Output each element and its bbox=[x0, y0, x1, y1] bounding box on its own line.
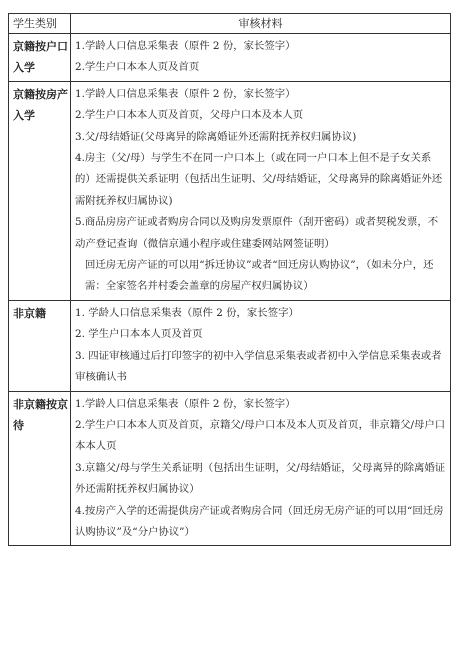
material-item: 3. 四证审核通过后打印签字的初中入学信息采集表或者初中入学信息采集表或者审核确认书 bbox=[75, 349, 442, 384]
category-cell: 非京籍按京待 bbox=[9, 391, 71, 546]
material-item: 4.按房产入学的还需提供房产证或者购房合同（回迁房无房产证的可以用“回迁房认购协议”及“分户协议”） bbox=[75, 504, 444, 538]
category-cell: 京籍按户口入学 bbox=[9, 34, 71, 82]
materials-cell bbox=[71, 391, 451, 546]
category-cell: 非京籍 bbox=[9, 300, 71, 391]
materials-cell bbox=[71, 81, 451, 300]
category-cell: 京籍按房产入学 bbox=[9, 81, 71, 300]
material-item: 4.房主（父/母）与学生不在同一户口本上（或在同一户口本上但不是子女关系的）还需提供关系证明（包括出生证明、父/母结婚证，父母离异的除离婚证外还需附抚养权归属协议) bbox=[75, 152, 443, 207]
table-row-non-beijing-as-beijing bbox=[9, 391, 451, 546]
table-row-beijing-property bbox=[9, 81, 451, 300]
header-review-materials: 审核材料 bbox=[71, 14, 451, 34]
table-header-row bbox=[9, 14, 451, 34]
material-item: 3.父/母结婚证(父母离异的除离婚证外还需附抚养权归属协议) bbox=[75, 130, 357, 143]
table-row-beijing-hukou bbox=[9, 34, 451, 82]
material-note: 回迁房无房产证的可以用“拆迁协议”或者“回迁房认购协议”，（如未分户，还需：全家签名并村委会盖章的房屋产权归属协议） bbox=[85, 259, 434, 293]
material-item: 2.学生户口本本人页及首页，父母户口本及本人页 bbox=[75, 109, 304, 122]
materials-cell bbox=[71, 34, 451, 82]
materials-cell bbox=[71, 300, 451, 391]
material-item: 2.学生户口本本人页及首页 bbox=[75, 61, 200, 74]
materials-table-container bbox=[8, 13, 450, 546]
material-item: 1. 学龄人口信息采集表（原件 2 份，家长签字） bbox=[75, 306, 299, 319]
material-item: 3.京籍父/母与学生关系证明（包括出生证明，父/母结婚证，父母离异的除离婚证外还需附抚养权归属协议） bbox=[75, 461, 446, 496]
material-item: 2.学生户口本本人页及首页，京籍父/母户口本及本人页及首页，非京籍父/母户口本本人页 bbox=[75, 418, 446, 453]
header-student-category: 学生类别 bbox=[9, 14, 71, 34]
material-item: 1.学龄人口信息采集表（原件 2 份，家长签字） bbox=[75, 87, 296, 100]
materials-table bbox=[8, 13, 451, 546]
material-item: 2. 学生户口本本人页及首页 bbox=[75, 328, 203, 341]
material-item: 1.学龄人口信息采集表（原件 2 份，家长签字） bbox=[75, 40, 296, 52]
material-item: 1.学龄人口信息采集表（原件 2 份，家长签字） bbox=[75, 397, 296, 410]
table-row-non-beijing bbox=[9, 300, 451, 391]
material-item: 5.商品房房产证或者购房合同以及购房发票原件（刮开密码）或者契税发票，不动产登记查询（微信京通小程序或住建委网站网签证明） bbox=[75, 216, 439, 250]
